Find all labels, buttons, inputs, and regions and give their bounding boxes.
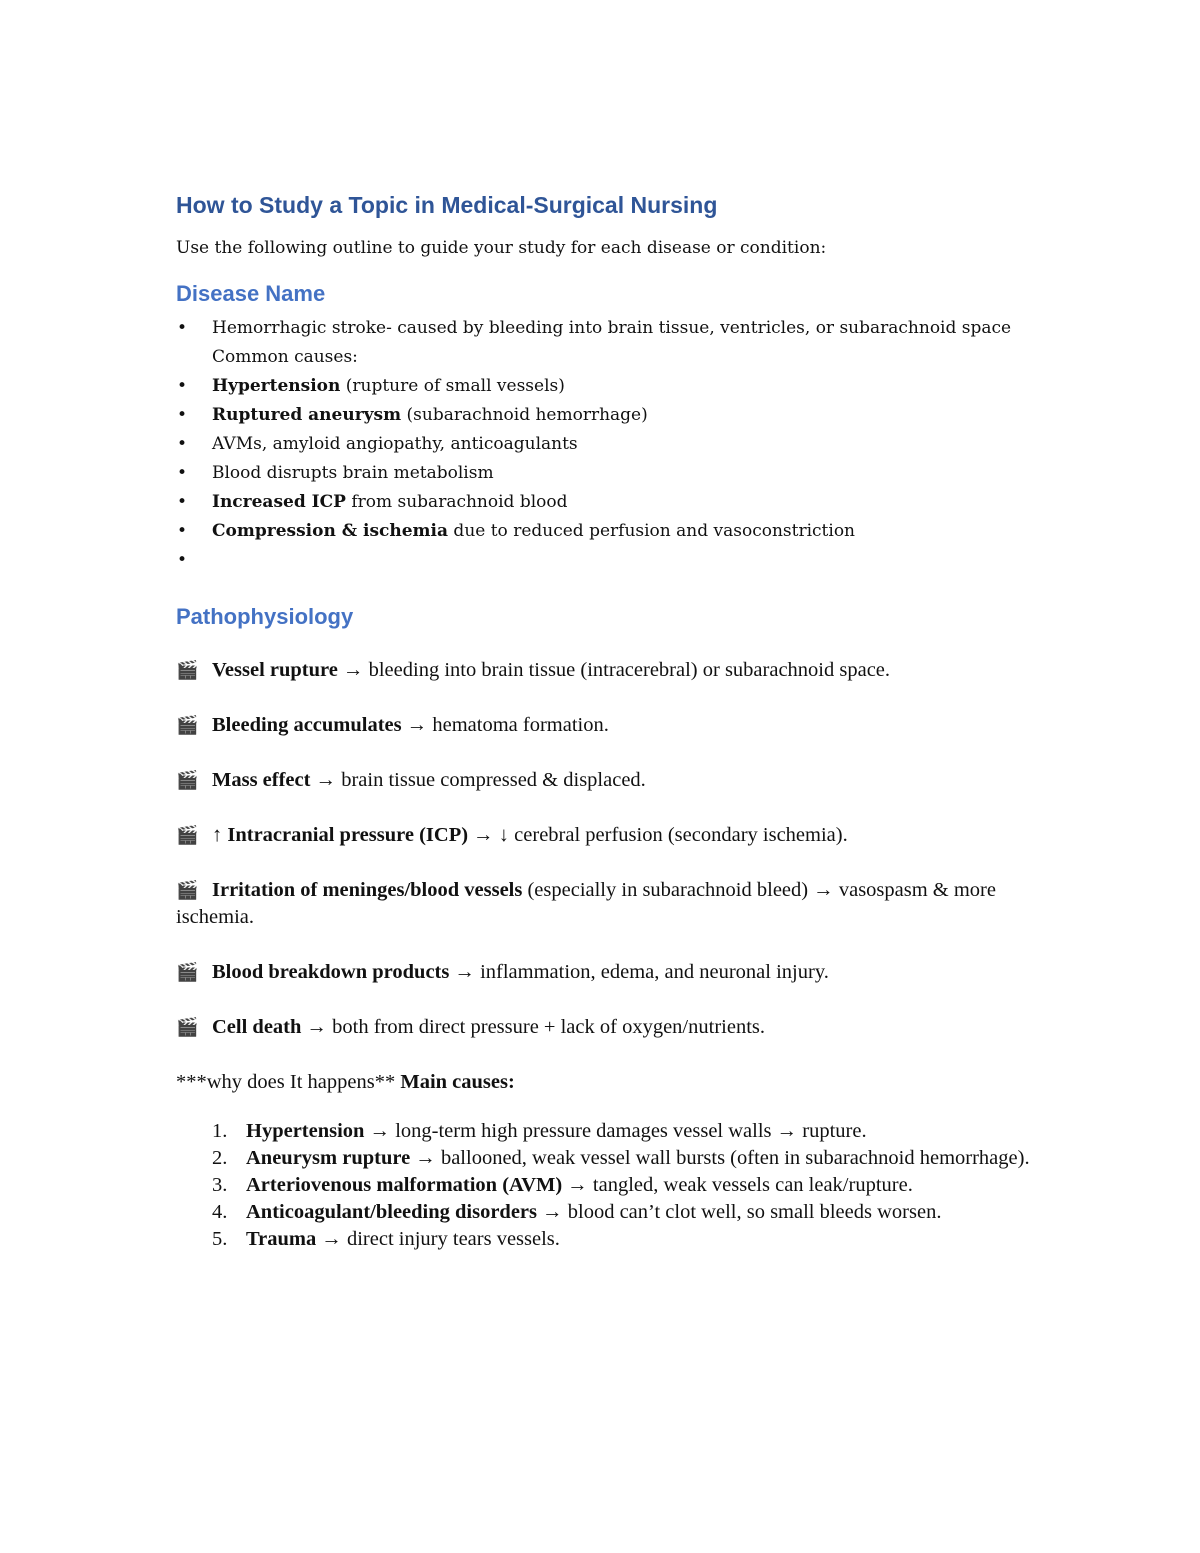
disease-list-item [176, 372, 1036, 401]
patho-item [176, 657, 1036, 684]
why-it-happens-line [176, 1069, 1036, 1096]
cause-text: → direct injury tears vessels. [316, 1228, 560, 1250]
disease-list-item [176, 517, 1036, 546]
cause-text: → blood can’t clot well, so small bleeds worsen. [537, 1201, 942, 1223]
cause-number: 5. [212, 1228, 228, 1250]
patho-item [176, 1014, 1036, 1041]
patho-text: → both from direct pressure + lack of oxygen/nutrients. [301, 1016, 765, 1038]
item-text: AVMs, amyloid angiopathy, anticoagulants [212, 434, 578, 454]
clapperboard-icon: 🎬 [176, 825, 199, 846]
disease-list-item [176, 430, 1036, 459]
bullet-icon: • [176, 550, 188, 570]
cause-text: → long-term high pressure damages vessel walls → rupture. [364, 1120, 867, 1142]
patho-text: → hematoma formation. [401, 714, 609, 736]
disease-list-item [176, 314, 1036, 343]
patho-text: (especially in subarachnoid bleed) → vasospasm & more ischemia. [176, 879, 996, 928]
item-text: from subarachnoid blood [345, 492, 568, 512]
patho-item [176, 877, 1036, 931]
bullet-icon: • [176, 376, 188, 396]
patho-text: → ↓ cerebral perfusion (secondary ischemia). [468, 824, 848, 846]
item-text: (rupture of small vessels) [340, 376, 565, 396]
clapperboard-icon: 🎬 [176, 880, 199, 901]
bold-term: Compression & ischemia [212, 521, 449, 541]
item-text: due to reduced perfusion and vasoconstriction [448, 521, 856, 541]
cause-number: 4. [212, 1201, 228, 1223]
patho-text: → bleeding into brain tissue (intracerebral) or subarachnoid space. [337, 659, 891, 681]
cause-bold-term: Hypertension [246, 1120, 365, 1142]
disease-list-item [176, 546, 1036, 575]
disease-list-item [176, 343, 1036, 372]
disease-list-item [176, 401, 1036, 430]
clapperboard-icon: 🎬 [176, 1017, 199, 1038]
patho-bold-term: Bleeding accumulates [212, 714, 402, 736]
patho-item [176, 712, 1036, 739]
disease-list-item [176, 488, 1036, 517]
bold-term: Increased ICP [212, 492, 346, 512]
patho-bold-term: Vessel rupture [212, 659, 338, 681]
cause-number: 2. [212, 1147, 228, 1169]
bold-term: Ruptured aneurysm [212, 405, 402, 425]
cause-item [176, 1145, 1036, 1172]
cause-item [176, 1199, 1036, 1226]
bullet-icon: • [176, 521, 188, 541]
why-prefix: ***why does It happens** [176, 1071, 401, 1093]
clapperboard-icon: 🎬 [176, 715, 199, 736]
bullet-icon: • [176, 405, 188, 425]
bullet-icon: • [176, 318, 188, 338]
disease-bullet-list [176, 314, 1036, 575]
cause-bold-term: Anticoagulant/bleeding disorders [246, 1201, 538, 1223]
patho-item [176, 767, 1036, 794]
patho-item [176, 959, 1036, 986]
item-text: Common causes: [212, 347, 358, 367]
clapperboard-icon: 🎬 [176, 962, 199, 983]
why-bold: Main causes: [400, 1071, 515, 1093]
cause-number: 3. [212, 1174, 228, 1196]
patho-text: → inflammation, edema, and neuronal injury. [449, 961, 829, 983]
cause-bold-term: Aneurysm rupture [246, 1147, 411, 1169]
item-text: (subarachnoid hemorrhage) [401, 405, 648, 425]
document-page [176, 190, 1036, 1253]
bullet-icon: • [176, 434, 188, 454]
pathophysiology-list [176, 657, 1036, 1041]
intro-text: Use the following outline to guide your study for each disease or condition: [176, 238, 827, 258]
cause-number: 1. [212, 1120, 228, 1142]
disease-list-item [176, 459, 1036, 488]
bold-term: Hypertension [212, 376, 341, 396]
disease-name-heading: Disease Name [176, 281, 326, 306]
item-text: Blood disrupts brain metabolism [212, 463, 494, 483]
patho-bold-term: ↑ Intracranial pressure (ICP) [212, 824, 469, 846]
patho-text: → brain tissue compressed & displaced. [310, 769, 646, 791]
patho-bold-term: Blood breakdown products [212, 961, 450, 983]
bullet-icon: • [176, 492, 188, 512]
patho-item [176, 822, 1036, 849]
cause-item [176, 1172, 1036, 1199]
bullet-icon: • [176, 463, 188, 483]
document-title: How to Study a Topic in Medical-Surgical Nursing [176, 192, 718, 218]
item-text: Hemorrhagic stroke- caused by bleeding into brain tissue, ventricles, or subarachnoid space [212, 318, 1012, 338]
cause-item [176, 1226, 1036, 1253]
cause-bold-term: Trauma [246, 1228, 317, 1250]
cause-text: → ballooned, weak vessel wall bursts (often in subarachnoid hemorrhage). [410, 1147, 1030, 1169]
patho-bold-term: Irritation of meninges/blood vessels [212, 879, 523, 901]
clapperboard-icon: 🎬 [176, 770, 199, 791]
cause-text: → tangled, weak vessels can leak/rupture. [562, 1174, 913, 1196]
clapperboard-icon: 🎬 [176, 660, 199, 681]
pathophysiology-heading: Pathophysiology [176, 604, 354, 629]
patho-bold-term: Cell death [212, 1016, 302, 1038]
cause-item [176, 1118, 1036, 1145]
main-causes-list [176, 1118, 1036, 1253]
cause-bold-term: Arteriovenous malformation (AVM) [246, 1174, 563, 1196]
patho-bold-term: Mass effect [212, 769, 311, 791]
